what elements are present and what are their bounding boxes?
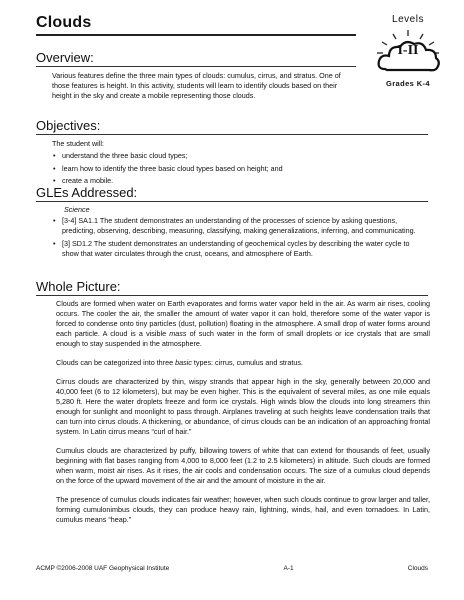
- level-range: I-II: [397, 43, 419, 58]
- gles-body: [52, 205, 424, 261]
- paragraph-formation: [56, 299, 430, 349]
- objectives-rule: [36, 134, 428, 135]
- objective-item: • create a mobile.: [52, 176, 412, 186]
- paragraph-text: types: cirrus, cumulus and stratus.: [191, 358, 303, 367]
- gles-heading: GLEs Addressed:: [36, 185, 138, 200]
- objectives-body: [52, 139, 412, 189]
- whole-picture-heading: Whole Picture:: [36, 279, 121, 294]
- objectives-list: [52, 151, 412, 186]
- gles-list: [52, 216, 424, 259]
- overview-heading: Overview:: [36, 50, 94, 65]
- footer-copyright: ACMP ©2006-2008 UAF Geophysical Institute: [36, 565, 170, 572]
- emphasis-text: mass: [169, 329, 187, 338]
- objective-item: • understand the three basic cloud types;: [52, 151, 412, 161]
- paragraph-cumulonimbus: The presence of cumulus clouds indicates fair weather; however, when such clouds continue to grow larger and taller, forming cumulonimbus clouds, they can produce heavy rain, lightning, winds, hail, and even tornadoes. In Latin, cumulus means “heap.”: [56, 495, 430, 524]
- whole-picture-rule: [36, 295, 428, 296]
- page-footer: [36, 565, 428, 572]
- paragraph-cirrus: Cirrus clouds are characterized by thin, wispy strands that appear high in the sky, generally between 20,000 and 40,000 feet (6 to 12 kilometers), but may be even higher. This is the equivalent of several miles, as one mile equals 5,280 ft. Here the water droplets freeze and form ice crystals. High winds blow the clouds into long streamers thin enough for sunlight and moonlight to pass through. Airplanes traveling at such heights leave condensation trails that can turn into cirrus clouds. A thickening, or abundance, of cirrus clouds can be an indication of an approaching frontal system. In Latin cirrus means “curl of hair.”: [56, 377, 430, 436]
- paragraph-cumulus: Cumulus clouds are characterized by puffy, billowing towers of white that can extend for thousands of feet, usually beginning with flat bases ranging from 4,000 to 8,000 feet (1.2 to 2.5 kilometers) in altitude. Such clouds are formed when warm, moist air rises. As it rises, the air cools and condensation occurs. The size of a cumulus cloud depends on the force of the upward movement of the air and the amount of moisture in the air.: [56, 446, 430, 485]
- objectives-heading: Objectives:: [36, 118, 101, 133]
- overview-text: Various features define the three main types of clouds: cumulus, cirrus, and stratus. One of those features is height. In this activity, students will learn to identify clouds based on their height in the sky and create a mobile representing those clouds.: [52, 71, 341, 100]
- objective-item: • learn how to identify the three basic cloud types based on height; and: [52, 164, 412, 174]
- gles-rule: [36, 201, 428, 202]
- whole-picture-body: [56, 299, 430, 534]
- gle-item: • [3-4] SA1.1 The student demonstrates an understanding of the processes of science by asking questions, predicting, observing, describing, measuring, classifying, making generalizations, inferring, and communicating.: [52, 216, 424, 236]
- grades-label: Grades K-4: [385, 79, 431, 88]
- overview-rule: [36, 66, 356, 67]
- gles-subject: Science: [64, 205, 90, 214]
- footer-page-number: A-1: [283, 565, 294, 572]
- paragraph-text: of such water in the form of small droplets or ice crystals that are small enough to stay suspended in the atmosphere.: [56, 329, 430, 348]
- paragraph-text: Clouds are formed when water on Earth evaporates and forms water vapor held in the air. As warm air rises, cooling occurs. The cooler the air, the smaller the amount of water vapor it can hold, therefore some of the water vapor is forced to condense onto tiny particles (dust, pollution) floating in the atmosphere. A small drop of water forms around each particle. A cloud is a visible: [56, 299, 430, 338]
- title-underline: [36, 34, 356, 36]
- levels-label: Levels: [392, 14, 424, 25]
- emphasis-text: basic: [175, 358, 192, 367]
- paragraph-categories: [56, 358, 430, 368]
- footer-topic: Clouds: [407, 565, 428, 572]
- objectives-intro: The student will:: [52, 139, 104, 148]
- page-title: Clouds: [36, 14, 92, 31]
- cloud-sun-icon: [373, 29, 443, 75]
- gle-item: • [3] SD1.2 The student demonstrates an understanding of geochemical cycles by describing the water cycle to show that water circulates through the crust, oceans, and atmosphere of Earth.: [52, 239, 424, 259]
- paragraph-text: Clouds can be categorized into three: [56, 358, 176, 367]
- levels-badge: [368, 12, 448, 102]
